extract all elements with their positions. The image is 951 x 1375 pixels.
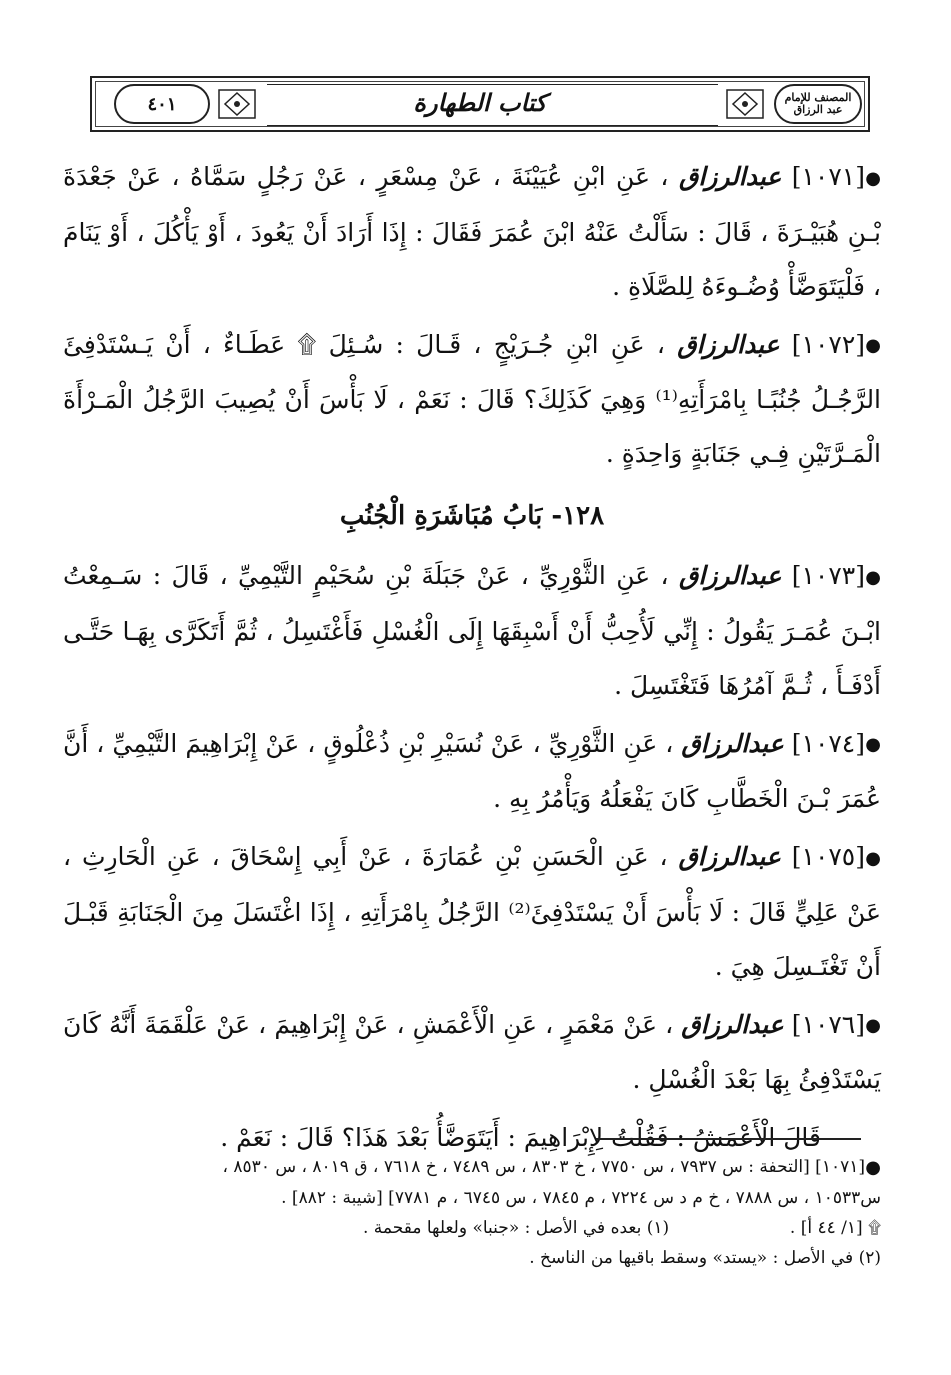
hadith-text: ، عَنِ الثَّوْرِيِّ ، عَنْ نُسَيْرِ بْنِ ذُعْلُوقٍ ، عَنْ إِبْرَاهِيمَ التَّيْمِيِّ ، أَنَّ عُمَرَ بْـنَ الْخَطَّابِ كَانَ يَفْعَلُهُ وَيَأْمُرُ بِهِ . — [63, 728, 881, 813]
hadith-1076-continuation: قَالَ الْأَعْمَشُ : فَقُلْتُ لِإِبْرَاهِيمَ : أَيَتَوَضَّأُ بَعْدَ هَذَا؟ قَالَ : نَعَمْ . — [220, 1123, 821, 1152]
page-header-banner — [90, 76, 870, 132]
hadith-1073 — [63, 549, 881, 713]
hadith-authority: عبدالرزاق — [681, 728, 784, 758]
bullet-icon: ● — [865, 847, 881, 869]
book-badge-cartouche — [774, 84, 862, 124]
footnote-1: (١) بعده في الأصل : «جنبا» ولعلها مقحمة . — [363, 1217, 670, 1238]
hadith-authority: عبدالرزاق — [678, 162, 782, 191]
hadith-number: [١٠٧٣] — [791, 561, 865, 590]
bullet-icon: ● — [865, 566, 881, 588]
bullet-icon: ● — [865, 335, 882, 356]
hadith-number: [١٠٧٢] — [791, 329, 866, 359]
bullet-icon: ● — [865, 734, 881, 755]
takhrij-line-1 — [63, 1152, 881, 1183]
hadith-number: [١٠٧٤] — [791, 728, 865, 758]
bullet-icon: ● — [865, 1015, 881, 1036]
hadith-authority: عبدالرزاق — [678, 842, 781, 871]
hadith-text: ، عَنِ ابْنِ عُيَيْنَةَ ، عَنْ مِسْعَرٍ ، عَنْ رَجُلٍ سَمَّاهُ ، عَنْ جَعْدَةَ بْـنِ هُبَيْـرَةَ ، قَالَ : سَأَلْتُ عَنْهُ ابْنَ عُمَرَ فَقَالَ : إِذَا أَرَادَ أَنْ يَعُودَ ، أَوْ يَأْكُلَ ، أَوْ يَنَامَ ، فَلْيَتَوَضَّأْ وُضُـوءَهُ لِلصَّلَاةِ . — [63, 162, 881, 301]
footnote-row — [63, 1213, 881, 1243]
hadith-1074 — [63, 717, 881, 827]
running-title: كتاب الطهارة — [413, 88, 547, 117]
hadith-number: [١٠٧٦] — [791, 1009, 865, 1039]
takhrij-text-1: [١٠٧١] [التحفة : س ٧٩٣٧ ، س ٧٧٥٠ ، خ ٨٣٠٣ ، س ٧٤٨٩ ، خ ٧٦١٨ ، ق ٨٠١٩ ، س ٨٥٣٠ ، — [222, 1157, 865, 1177]
hadith-text: ، عَنِ الْحَسَنِ بْنِ عُمَارَةَ ، عَنْ أَبِي إِسْحَاقَ ، عَنِ الْحَارِثِ ، عَنْ عَلِيٍّ قَالَ : لَا بَأْسَ أَنْ يَسْتَدْفِئَ⁽²⁾ الرَّجُلُ بِامْرَأَتِهِ ، إِذَا اغْتَسَلَ مِنَ الْجَنَابَةِ قَبْـلَ أَنْ تَغْتَـسِلَ هِيَ . — [63, 842, 881, 981]
hadith-1076 — [63, 998, 881, 1108]
hadith-1075 — [63, 830, 881, 994]
hadith-1072 — [63, 318, 881, 482]
hadith-authority: عبدالرزاق — [679, 561, 782, 590]
hadith-authority: عبدالرزاق — [677, 329, 780, 359]
footnote-separator — [596, 1138, 861, 1140]
hadith-text: ، عَنِ ابْنِ جُـرَيْجٍ ، قَـالَ : سُـئِلَ ۩ عَطَـاءٌ ، أَنْ يَـسْتَدْفِئَ الرَّجُـلُ جُنُبًـا بِامْرَأَتِهِ⁽¹⁾ وَهِيَ كَذَلِكَ؟ قَالَ : نَعَمْ ، لَا بَأْسَ أَنْ يُصِيبَ الرَّجُلُ الْمَـرْأَةَ الْمَـرَّتَيْنِ فِـي جَنَابَةٍ وَاحِدَةٍ . — [63, 329, 882, 468]
main-text — [63, 150, 881, 1169]
hadith-text: ، عَنْ مَعْمَرٍ ، عَنِ الْأَعْمَشِ ، عَنْ إِبْرَاهِيمَ ، عَنْ عَلْقَمَةَ أَنَّهُ كَانَ يَسْتَدْفِئُ بِهَا بَعْدَ الْغُسْلِ . — [63, 1009, 881, 1094]
hadith-authority: عبدالرزاق — [681, 1009, 784, 1039]
takhrij-line-2: س١٠٥٣٣ ، س ٧٨٨٨ ، خ م د س ٧٢٢٤ ، م ٧٨٤٥ ، س ٦٧٤٥ ، م ٧٧٨١] [شيبة : ٨٨٢] . — [281, 1187, 881, 1208]
hadith-text: ، عَنِ الثَّوْرِيِّ ، عَنْ جَبَلَةَ بْنِ سُحَيْمٍ التَّيْمِيِّ ، قَالَ : سَـمِعْتُ ابْـنَ عُمَـرَ يَقُولُ : إِنِّي لَأُحِبُّ أَنْ أَسْبِقَهَا إِلَى الْغُسْلِ فَأَغْتَسِلُ ، ثُمَّ أَتَكَرَّى بِهَـا حَتَّـى أَدْفَـأَ ، ثُـمَّ آمُرُهَا فَتَغْتَسِلَ . — [63, 561, 881, 700]
chapter-heading: ١٢٨- بَابُ مُبَاشَرَةِ الْجُنُبِ — [339, 501, 605, 531]
hadith-number: [١٠٧١] — [791, 162, 865, 191]
folio-reference: ۩ [١/ ٤٤ أ] . — [789, 1217, 881, 1238]
footnotes — [63, 1152, 881, 1273]
bullet-icon: ● — [865, 167, 881, 189]
page-number: ٤٠١ — [147, 93, 177, 115]
bullet-icon: ● — [865, 1156, 881, 1178]
hadith-1071 — [63, 150, 881, 314]
hadith-number: [١٠٧٥] — [791, 842, 865, 871]
footnote-2: (٢) في الأصل : «يستد» وسقط باقيها من الناسخ . — [529, 1247, 881, 1268]
book-badge-text: المصنف للإمام عبد الرزاق — [784, 91, 852, 116]
